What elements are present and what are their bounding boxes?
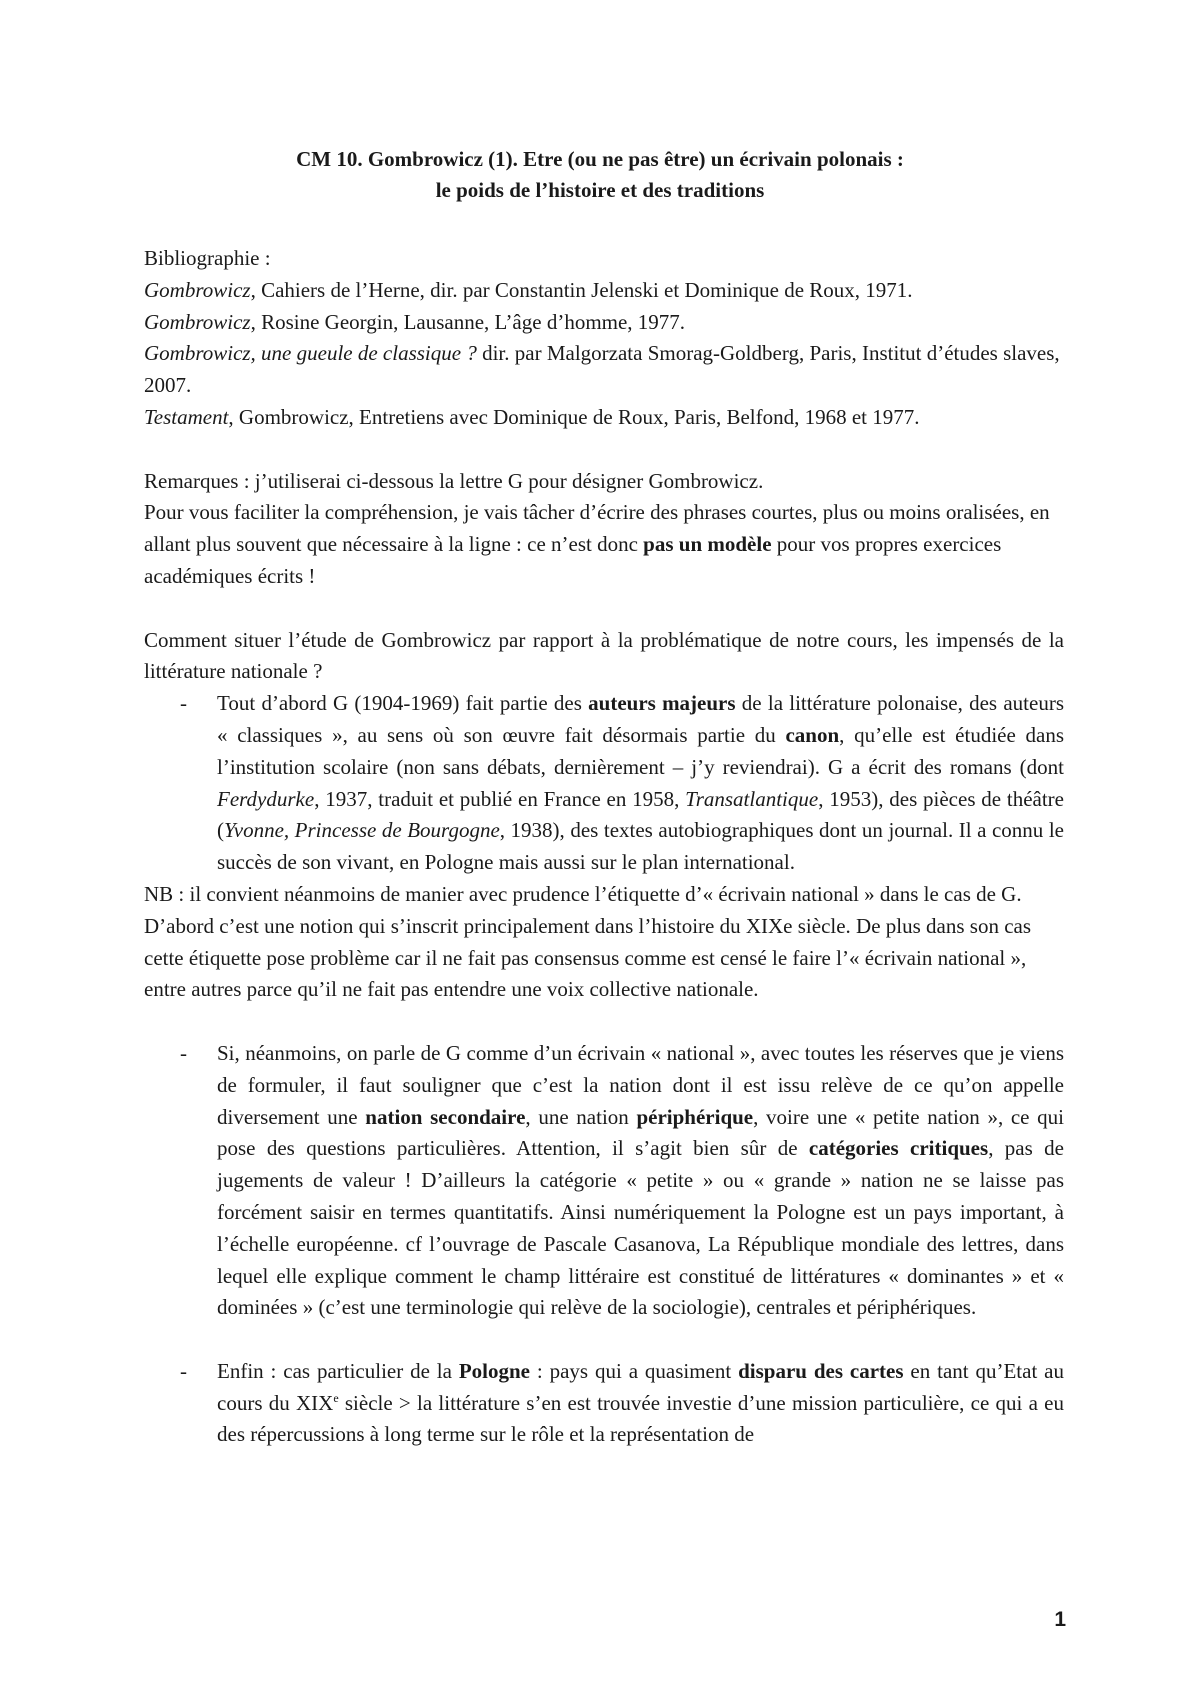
bibliography-title: Gombrowicz	[144, 277, 251, 302]
bibliography-details: , Cahiers de l’Herne, dir. par Constantin Jelenski et Dominique de Roux, 1971.	[250, 277, 913, 302]
remarks-emphasis: pas un modèle	[643, 532, 772, 557]
list-item: - Enfin : cas particulier de la Pologne : pays qui a quasiment disparu des cartes en tant qu’Etat au cours du XIXe siècle > la littérature s’en est trouvée investie d’une mission particulière, ce qui a eu des répercussions à long terme sur le rôle et la représentation de	[144, 1356, 1064, 1451]
document-title-line1: CM 10. Gombrowicz (1). Etre (ou ne pas être) un écrivain polonais :	[296, 147, 904, 171]
bibliography-entry	[144, 275, 1064, 307]
bibliography-details: , Gombrowicz, Entretiens avec Dominique de Roux, Paris, Belfond, 1968 et 1977.	[228, 404, 920, 429]
list-dash: -	[180, 691, 187, 716]
bibliography-title: Gombrowicz	[144, 309, 251, 334]
bibliography-details: , Rosine Georgin, Lausanne, L’âge d’homme, 1977.	[250, 309, 686, 334]
bibliography-heading: Bibliographie :	[144, 246, 271, 270]
bibliography-entry	[144, 338, 1064, 402]
list-item: - Si, néanmoins, on parle de G comme d’un écrivain « national », avec toutes les réserves que je viens de formuler, il faut souligner que c’est la nation dont il est issu relève de ce qu’on appelle diversement une nation secondaire, une nation périphérique, voire une « petite nation », ce qui pose des questions particulières. Attention, il s’agit bien sûr de catégories critiques, pas de jugements de valeur ! D’ailleurs la catégorie « petite » ou « grande » nation ne se laisse pas forcément saisir en termes quantitatifs. Ainsi numériquement la Pologne est un pays important, à l’échelle européenne. cf l’ouvrage de Pascale Casanova, La République mondiale des lettres, dans lequel elle explique comment le champ littéraire est constitué de littératures « dominantes » et « dominées » (c’est une terminologie qui relève de la sociologie), centrales et périphériques.	[144, 1038, 1064, 1324]
remarks-paragraph	[144, 497, 1064, 592]
nb-paragraph: NB : il convient néanmoins de manier avec prudence l’étiquette d’« écrivain national » dans le cas de G. D’abord c’est une notion qui s’inscrit principalement dans l’histoire du XIXe siècle. De plus dans son cas cette étiquette pose problème car il ne fait pas consensus comme est censé le faire l’« écrivain national », entre autres parce qu’il ne fait pas entendre une voix collective nationale.	[144, 881, 1032, 1002]
remarks-text: pour vos propres exercices académiques écrits !	[144, 532, 1002, 588]
remarks-line: Remarques : j’utiliserai ci-dessous la lettre G pour désigner Gombrowicz.	[144, 468, 764, 493]
bibliography-entry	[144, 307, 1064, 339]
bibliography-title: Gombrowicz, une gueule de classique ?	[144, 341, 477, 366]
bibliography-entry	[144, 402, 1064, 434]
document-title-line2: le poids de l’histoire et des traditions	[435, 178, 765, 202]
bibliography-details: dir. par Malgorzata Smorag-Goldberg, Paris, Institut d’études slaves, 2007.	[144, 341, 1060, 398]
list-dash: -	[180, 1358, 187, 1383]
intro-paragraph: Comment situer l’étude de Gombrowicz par rapport à la problématique de notre cours, les impensés de la littérature nationale ?	[144, 627, 1064, 684]
page-number: 1	[1054, 1608, 1066, 1631]
document-body	[144, 243, 1064, 1451]
list-item: - Tout d’abord G (1904-1969) fait partie des auteurs majeurs de la littérature polonaise, des auteurs « classiques », au sens où son œuvre fait désormais partie du canon, qu’elle est étudiée dans l’institution scolaire (non sans débats, dernièrement – j’y reviendrai). G a écrit des romans (dont Ferdydurke, 1937, traduit et publié en France en 1958, Transatlantique, 1953), des pièces de théâtre (Yvonne, Princesse de Bourgogne, 1938), des textes autobiographiques dont un journal. Il a connu le succès de son vivant, en Pologne mais aussi sur le plan international.	[144, 688, 1064, 879]
remarks-text: Pour vous faciliter la compréhension, je vais tâcher d’écrire des phrases courtes, plus ou moins oralisées, en allant plus souvent que nécessaire à la ligne : ce n’est donc	[144, 500, 1050, 557]
bibliography-title: Testament	[144, 404, 229, 429]
list-dash: -	[180, 1040, 187, 1065]
